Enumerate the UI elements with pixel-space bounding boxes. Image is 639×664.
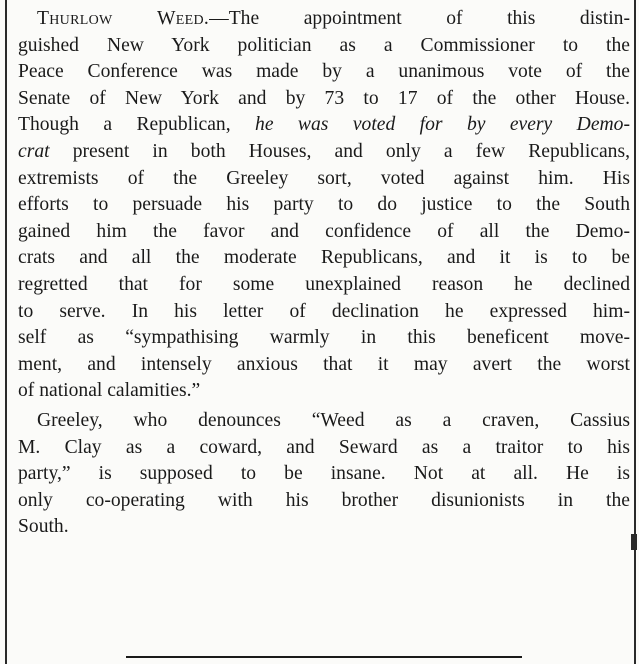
section-divider-rule <box>126 656 522 658</box>
text-line: extremists of the Greeley sort, voted against him. His <box>18 167 630 189</box>
text-line: only co-operating with his brother disunionists in the <box>18 489 630 511</box>
text-line: M. Clay as a coward, and Seward as a traitor to his <box>18 436 630 458</box>
paragraph-1 <box>18 6 630 405</box>
text-line <box>18 6 630 33</box>
text-line: gained him the favor and confidence of all the Demo- <box>18 220 630 242</box>
text-line: Greeley, who denounces “Weed as a craven, Cassius <box>37 409 630 431</box>
column-rule-left <box>5 0 7 664</box>
text-line: Peace Conference was made by a unanimous vote of the <box>18 61 630 83</box>
text-line: South. <box>18 516 69 538</box>
text-line <box>18 112 630 139</box>
italic-run: he was voted for by every Demo- <box>255 114 630 136</box>
text-line: party,” is supposed to be insane. Not at all. He is <box>18 463 630 485</box>
italic-run: crat <box>18 140 50 162</box>
article-body <box>18 6 630 541</box>
column-rule-mark <box>631 534 637 550</box>
column-rule-right <box>634 0 636 664</box>
text-line: crats and all the moderate Republicans, and it is to be <box>18 247 630 269</box>
text-line: Senate of New York and by 73 to 17 of the other House. <box>18 87 630 109</box>
article-headline: Thurlow Weed. <box>37 8 210 29</box>
text-line: guished New York politician as a Commissioner to the <box>18 34 630 56</box>
text-line: efforts to persuade his party to do justice to the South <box>18 194 630 216</box>
paragraph-2 <box>18 408 630 541</box>
text-line: of national calamities.” <box>18 380 201 402</box>
text-line <box>18 139 630 166</box>
text-line: to serve. In his letter of declination he expressed him- <box>18 300 630 322</box>
text-line: ment, and intensely anxious that it may avert the worst <box>18 353 630 375</box>
text-line: self as “sympathising warmly in this beneficent move- <box>18 327 630 349</box>
text-line: regretted that for some unexplained reason he declined <box>18 273 630 295</box>
text-run: present in both Houses, and only a few Republicans, <box>49 140 630 162</box>
text-run: —The appointment of this distin- <box>209 8 630 29</box>
text-run: Though a Republican, <box>18 114 256 136</box>
